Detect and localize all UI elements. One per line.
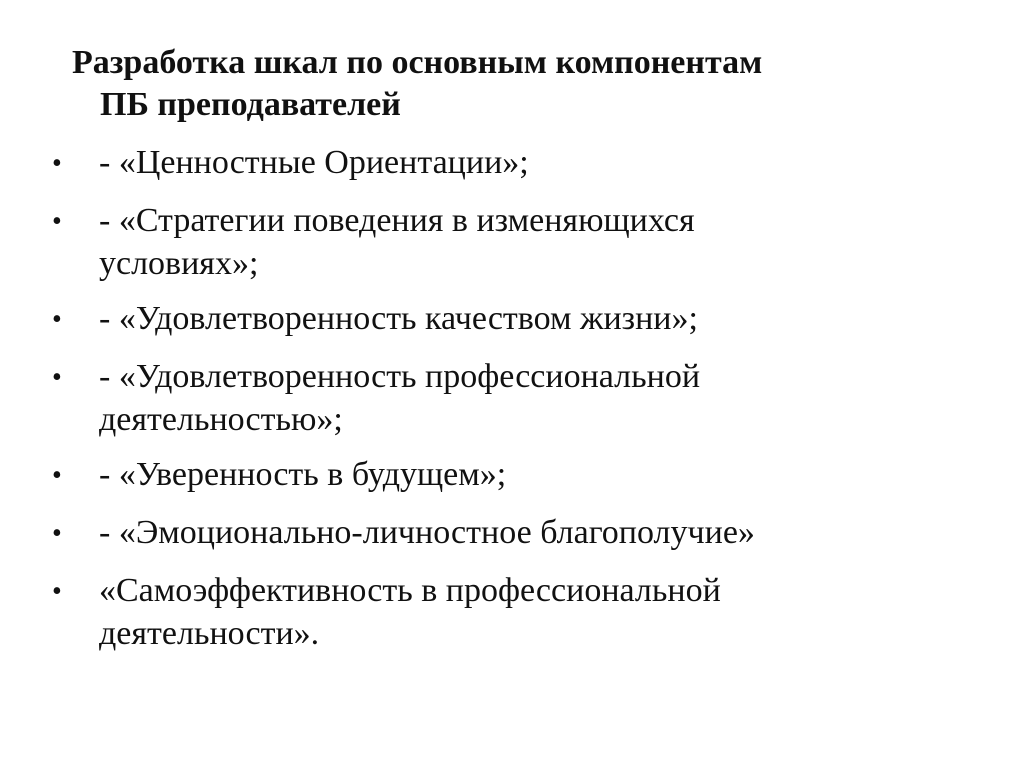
slide-title-line-2: ПБ преподавателей — [100, 86, 401, 123]
list-item-text: - «Удовлетворенность профессиональной деятельностью»; — [99, 358, 701, 438]
list-item-emotional-wellbeing — [52, 511, 972, 557]
list-item-values-orientations — [52, 141, 972, 187]
list-item-future-confidence — [52, 453, 972, 499]
bullet-icon: • — [52, 148, 62, 179]
list-item-self-efficacy — [52, 569, 972, 655]
bullet-icon: • — [52, 518, 62, 549]
list-item-text: - «Ценностные Ориентации»; — [99, 144, 529, 181]
list-item-text: - «Удовлетворенность качеством жизни»; — [99, 300, 698, 337]
bullet-icon: • — [52, 460, 62, 491]
slide-title-line-1: Разработка шкал по основным компонентам — [72, 44, 763, 81]
list-item-text: - «Эмоционально-личностное благополучие» — [99, 514, 755, 551]
bullet-list — [52, 141, 972, 667]
slide-title — [72, 42, 972, 126]
bullet-icon: • — [52, 576, 62, 607]
list-item-text: «Самоэффективность в профессиональной деятельности». — [99, 572, 721, 652]
list-item-life-quality-satisfaction — [52, 297, 972, 343]
list-item-behavior-strategies — [52, 199, 972, 285]
list-item-text: - «Уверенность в будущем»; — [99, 456, 507, 493]
list-item-professional-satisfaction — [52, 355, 972, 441]
bullet-icon: • — [52, 206, 62, 237]
bullet-icon: • — [52, 304, 62, 335]
list-item-text: - «Стратегии поведения в изменяющихся условиях»; — [99, 202, 695, 282]
bullet-icon: • — [52, 362, 62, 393]
